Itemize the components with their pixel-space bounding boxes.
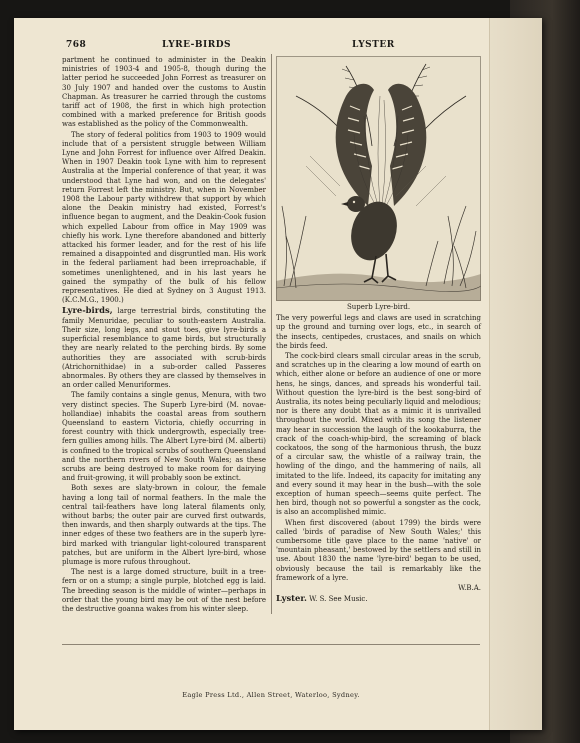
paragraph: The very powerful legs and claws are used in scratching up the ground and turning over logs, etc., in search of the insects, centipedes, crustaces, and snails on which the birds feed. xyxy=(276,314,481,350)
cross-ref-title: Lyster. xyxy=(276,593,307,604)
paragraph: The story of federal politics from 1903 to 1909 would include that of a persistent struggle between William Lyne and John Forrest for influence over Alfred Deakin. When in 1907 Deakin took Lyne with him to represent Australia at the Imperial conference of that year, it was understood that Lyne had won, and on the delegates' return Forrest left the ministry. But, when in November 1908 the Labour party withdrew that support by which alone the Deakin ministry had existed, Forrest's influence began to augment, and the Deakin-Cook fusion which expelled Labour from office in May 1909 was chiefly his work. Lyne therefore abandoned and bitterly attacked his former leader, and for the rest of his life remained a disappointed and disgruntled man. His work in the federal parliament had been irreproachable, if sometimes unenlightened, and in his last years he gained the sympathy of the bulk of his fellow representatives. He died at Sydney on 3 August 1913. (K.C.M.G., 1900.) xyxy=(62,130,266,305)
cross-ref-text: W. S. See Music. xyxy=(309,595,368,604)
figure-caption: Superb Lyre-bird. xyxy=(346,303,411,311)
column-divider xyxy=(271,54,272,614)
lyre-bird-illustration xyxy=(276,56,481,301)
engraving-svg xyxy=(276,56,481,301)
paragraph: When first discovered (about 1799) the birds were called 'birds of paradise of New South Wales;' this cumbersome title gave place to the name 'native' or 'mountain pheasant,' bestowed by the settlers and still in use. About 1830 the name 'lyre-bird' began to be used, obviously because the tail is remarkably like the framework of a lyre. xyxy=(276,518,481,582)
paragraph: The family contains a single genus, Menura, with two very distinct species. The Superb Lyre-bird (M. novae-hollandiae) inhabits the coastal areas from southern Queensland to eastern Victoria, chiefly occurring in forest country with thick undergrowth, especially tree-fern gullies among hills. The Albert Lyre-bird (M. alberti) is confined to the tropical scrubs of southern Queensland and the northern rivers of New South Wales; as these scrubs are being destroyed to make room for dairying and fruit-growing, it will probably soon be extinct. xyxy=(62,391,266,483)
paragraph: partment he continued to administer in the Deakin ministries of 1903-4 and 1905-8, though during the latter period he succeeded John Forrest as treasurer on 30 July 1907 and handed over the customs to Austin Chapman. As treasurer he carried through the customs tariff act of 1908, the first in which high protection combined with a marked preference for British goods was established as the policy of the Commonwealth. xyxy=(62,56,266,129)
running-header xyxy=(66,40,478,56)
header-left-title: LYRE-BIRDS xyxy=(162,40,232,50)
paragraph: Both sexes are slaty-brown in colour, the female having a long tail of normal feathers. In the male the central tail-feathers have long lateral filaments only, without barbs; the outer pair are curved first outwards, then inwards, and then sharply outwards at the tips. The inner edges of these two feathers are in the superb lyre-bird marked with triangular light-coloured transparent patches, but are uniform in the Albert lyre-bird, whose plumage is more rufous throughout. xyxy=(62,484,266,566)
paragraph: The cock-bird clears small circular areas in the scrub, and scratches up in the clearing a low mound of earth on which, either alone or before an audience of one or more hens, he sings, dances, and spreads his wonderful tail. Without question the lyre-bird is the best song-bird of Australia, its notes being peculiarly liquid and melodious; nor is there any doubt that as a mimic it is unrivalled throughout the world. Mixed with its song the listener may hear in succession the laugh of the kookaburra, the crack of the coach-whip-bird, the screaming of black cockatoos, the song of the harmonious thrush, the buzz of a circular saw, the whistle of a railway train, the howling of the dingo, and the hammering of nails, all imitated to the life. Indeed, its capacity for imitating any and every sound it may hear in the bush—with the sole exception of human speech—seems quite perfect. The hen bird, though not so powerful a songster as the cock, is also an accomplished mimic. xyxy=(276,352,481,517)
cross-reference xyxy=(276,594,481,604)
next-page-edge xyxy=(489,18,542,730)
footer-rule xyxy=(62,644,480,645)
page-number: 768 xyxy=(66,40,87,50)
entry-text: large terrestrial birds, constituting the family Menuridae, peculiar to south-eastern Australia. Their size, long legs, and stout toes, give lyre-birds a superficial resemblance to game birds, but structurally they are nearly related to the perching birds. By some authorities they are associated with scrub-birds (Atrichornithidae) in a sub-order called Passeres abnormales. By others they are classed by themselves in an order called Menuriformes. xyxy=(62,307,266,390)
paragraph: The nest is a large domed structure, built in a tree-fern or on a stump; a single purple, blotched egg is laid. The breeding season is the middle of winter—perhaps in order that the young bird may be out of the nest before the destructive goanna wakes from his winter sleep. xyxy=(62,568,266,613)
right-column xyxy=(276,56,481,606)
printer-imprint: Eagle Press Ltd., Allen Street, Waterloo, Sydney. xyxy=(182,691,360,699)
entry-intro xyxy=(62,306,266,390)
book-page xyxy=(14,18,542,730)
author-signature: W.B.A. xyxy=(458,584,481,593)
left-column xyxy=(62,56,266,615)
header-right-title: LYSTER xyxy=(352,40,395,50)
entry-title: Lyre-birds, xyxy=(62,305,113,316)
